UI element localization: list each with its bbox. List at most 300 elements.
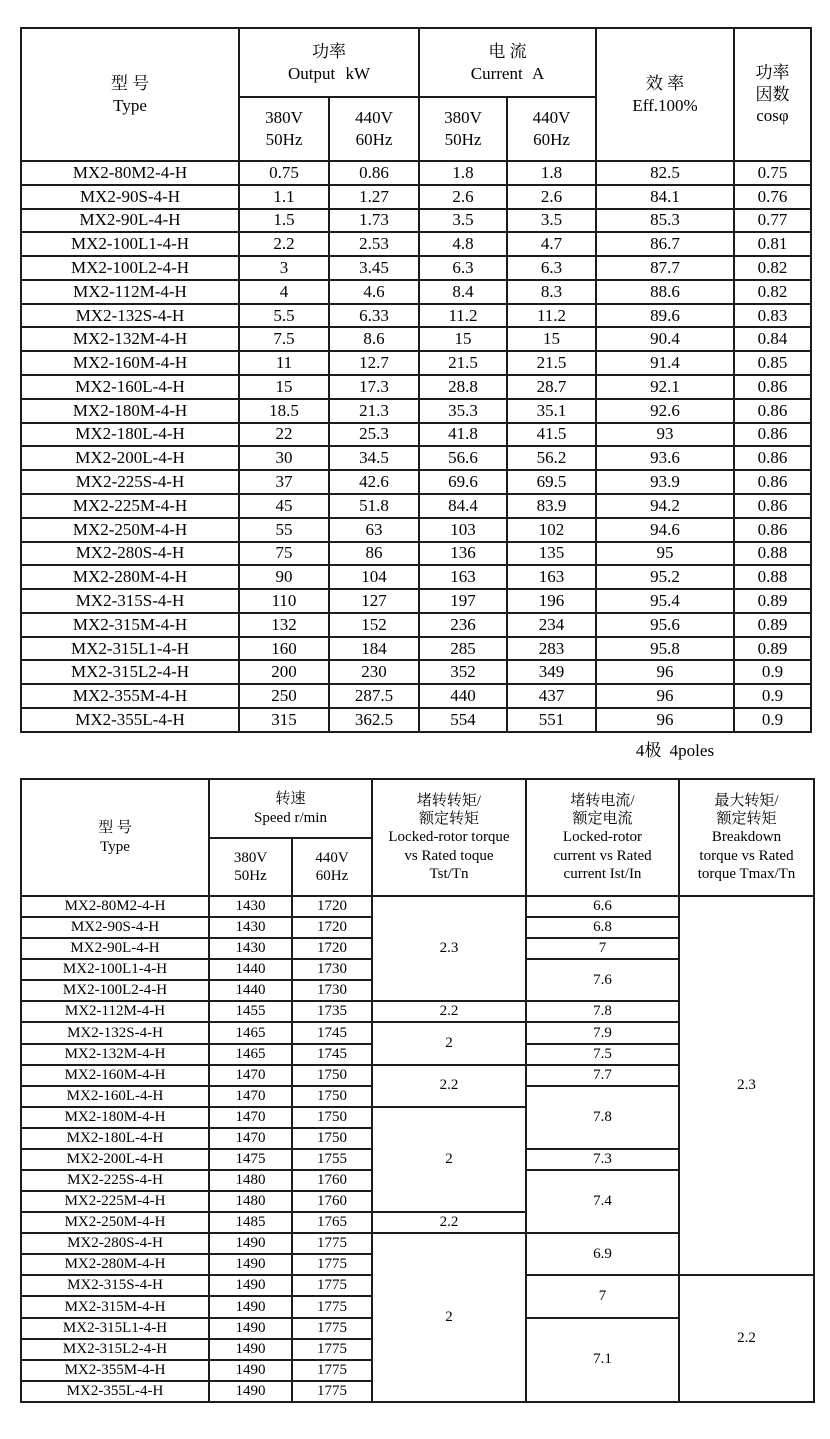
ist-in-cell: 7.1 <box>526 1318 679 1402</box>
efficiency-cell: 94.6 <box>596 518 734 542</box>
table-row <box>21 423 811 447</box>
current-380-cell: 285 <box>419 637 507 661</box>
table-row <box>21 613 811 637</box>
table-row <box>21 351 811 375</box>
output-380-cell: 0.75 <box>239 161 329 185</box>
output-440-cell: 12.7 <box>329 351 419 375</box>
tmax-tn-cell: 2.2 <box>679 1275 814 1402</box>
current-380-cell: 236 <box>419 613 507 637</box>
power-factor-cell: 0.86 <box>734 518 811 542</box>
efficiency-cell: 95.2 <box>596 565 734 589</box>
header-locked-rotor-torque: 堵转转矩/ 额定转矩 Locked-rotor torque vs Rated toque Tst/Tn <box>372 779 526 896</box>
table-row <box>21 256 811 280</box>
output-380-cell: 18.5 <box>239 399 329 423</box>
current-440-cell: 135 <box>507 542 596 566</box>
output-380-cell: 1.1 <box>239 185 329 209</box>
current-440-cell: 196 <box>507 589 596 613</box>
motor-electrical-table <box>20 27 812 733</box>
output-380-cell: 250 <box>239 684 329 708</box>
model-cell: MX2-250M-4-H <box>21 1212 209 1233</box>
speed-440-cell: 1730 <box>292 980 372 1001</box>
model-cell: MX2-90L-4-H <box>21 209 239 233</box>
model-cell: MX2-180L-4-H <box>21 423 239 447</box>
efficiency-cell: 96 <box>596 708 734 732</box>
model-cell: MX2-200L-4-H <box>21 446 239 470</box>
motor-electrical-table-header <box>21 28 811 161</box>
poles-caption: 4极 4poles <box>635 741 715 760</box>
speed-440-cell: 1775 <box>292 1318 372 1339</box>
motor-electrical-table-body <box>21 161 811 732</box>
model-cell: MX2-225S-4-H <box>21 470 239 494</box>
model-cell: MX2-315L2-4-H <box>21 660 239 684</box>
output-380-cell: 2.2 <box>239 232 329 256</box>
table-row <box>21 896 814 917</box>
model-cell: MX2-280S-4-H <box>21 1233 209 1254</box>
current-440-cell: 1.8 <box>507 161 596 185</box>
current-440-cell: 56.2 <box>507 446 596 470</box>
speed-440-cell: 1760 <box>292 1191 372 1212</box>
current-380-cell: 136 <box>419 542 507 566</box>
output-440-cell: 1.27 <box>329 185 419 209</box>
output-380-cell: 110 <box>239 589 329 613</box>
current-380-cell: 4.8 <box>419 232 507 256</box>
speed-380-cell: 1440 <box>209 959 292 980</box>
header-output-380v: 380V 50Hz <box>239 97 329 161</box>
model-cell: MX2-132S-4-H <box>21 304 239 328</box>
model-cell: MX2-315M-4-H <box>21 613 239 637</box>
model-cell: MX2-160M-4-H <box>21 351 239 375</box>
model-cell: MX2-100L2-4-H <box>21 980 209 1001</box>
speed-380-cell: 1465 <box>209 1044 292 1065</box>
table-row <box>21 375 811 399</box>
model-cell: MX2-90S-4-H <box>21 917 209 938</box>
model-cell: MX2-180L-4-H <box>21 1128 209 1149</box>
output-440-cell: 0.86 <box>329 161 419 185</box>
table-row <box>21 327 811 351</box>
table-row <box>21 304 811 328</box>
model-cell: MX2-355M-4-H <box>21 1360 209 1381</box>
current-440-cell: 35.1 <box>507 399 596 423</box>
speed-440-cell: 1760 <box>292 1170 372 1191</box>
model-cell: MX2-225S-4-H <box>21 1170 209 1191</box>
model-cell: MX2-132S-4-H <box>21 1022 209 1043</box>
speed-380-cell: 1470 <box>209 1107 292 1128</box>
model-cell: MX2-225M-4-H <box>21 1191 209 1212</box>
output-380-cell: 5.5 <box>239 304 329 328</box>
model-cell: MX2-80M2-4-H <box>21 161 239 185</box>
ist-in-cell: 7 <box>526 938 679 959</box>
power-factor-cell: 0.86 <box>734 375 811 399</box>
speed-380-cell: 1490 <box>209 1275 292 1296</box>
speed-440-cell: 1775 <box>292 1381 372 1402</box>
power-factor-cell: 0.81 <box>734 232 811 256</box>
header-speed-380v: 380V 50Hz <box>209 838 292 896</box>
model-cell: MX2-90S-4-H <box>21 185 239 209</box>
tst-tn-cell: 2.2 <box>372 1001 526 1022</box>
speed-440-cell: 1745 <box>292 1044 372 1065</box>
output-440-cell: 42.6 <box>329 470 419 494</box>
power-factor-cell: 0.89 <box>734 613 811 637</box>
efficiency-cell: 82.5 <box>596 161 734 185</box>
current-440-cell: 551 <box>507 708 596 732</box>
ist-in-cell: 7 <box>526 1275 679 1317</box>
model-cell: MX2-315S-4-H <box>21 1275 209 1296</box>
current-380-cell: 1.8 <box>419 161 507 185</box>
current-380-cell: 6.3 <box>419 256 507 280</box>
header-row-groups <box>21 779 814 838</box>
tst-tn-cell: 2 <box>372 1107 526 1212</box>
current-440-cell: 4.7 <box>507 232 596 256</box>
speed-440-cell: 1775 <box>292 1233 372 1254</box>
current-440-cell: 8.3 <box>507 280 596 304</box>
speed-440-cell: 1775 <box>292 1360 372 1381</box>
ist-in-cell: 7.5 <box>526 1044 679 1065</box>
header-row-groups <box>21 28 811 97</box>
header-breakdown-torque: 最大转矩/ 额定转矩 Breakdown torque vs Rated torque Tmax/Tn <box>679 779 814 896</box>
speed-380-cell: 1475 <box>209 1149 292 1170</box>
table-row <box>21 280 811 304</box>
speed-380-cell: 1490 <box>209 1339 292 1360</box>
model-cell: MX2-355L-4-H <box>21 1381 209 1402</box>
current-380-cell: 41.8 <box>419 423 507 447</box>
current-440-cell: 28.7 <box>507 375 596 399</box>
power-factor-cell: 0.76 <box>734 185 811 209</box>
speed-380-cell: 1490 <box>209 1233 292 1254</box>
table-row <box>21 637 811 661</box>
speed-440-cell: 1775 <box>292 1339 372 1360</box>
tmax-tn-cell: 2.3 <box>679 896 814 1275</box>
speed-380-cell: 1485 <box>209 1212 292 1233</box>
table-row <box>21 542 811 566</box>
speed-380-cell: 1470 <box>209 1065 292 1086</box>
table-row <box>21 446 811 470</box>
tst-tn-cell: 2 <box>372 1022 526 1064</box>
speed-440-cell: 1775 <box>292 1296 372 1317</box>
speed-380-cell: 1465 <box>209 1022 292 1043</box>
tst-tn-cell: 2.3 <box>372 896 526 1001</box>
power-factor-cell: 0.85 <box>734 351 811 375</box>
header-current-380v: 380V 50Hz <box>419 97 507 161</box>
speed-380-cell: 1430 <box>209 938 292 959</box>
model-cell: MX2-100L1-4-H <box>21 232 239 256</box>
model-cell: MX2-100L1-4-H <box>21 959 209 980</box>
current-380-cell: 35.3 <box>419 399 507 423</box>
ist-in-cell: 7.8 <box>526 1086 679 1149</box>
current-440-cell: 234 <box>507 613 596 637</box>
motor-speed-torque-table-body <box>21 896 814 1402</box>
ist-in-cell: 7.3 <box>526 1149 679 1170</box>
output-440-cell: 127 <box>329 589 419 613</box>
output-440-cell: 8.6 <box>329 327 419 351</box>
efficiency-cell: 92.1 <box>596 375 734 399</box>
table-row <box>21 708 811 732</box>
speed-380-cell: 1490 <box>209 1296 292 1317</box>
current-380-cell: 28.8 <box>419 375 507 399</box>
table-row <box>21 660 811 684</box>
speed-440-cell: 1750 <box>292 1107 372 1128</box>
model-cell: MX2-280M-4-H <box>21 1254 209 1275</box>
efficiency-cell: 90.4 <box>596 327 734 351</box>
output-440-cell: 230 <box>329 660 419 684</box>
table-row <box>21 589 811 613</box>
efficiency-cell: 88.6 <box>596 280 734 304</box>
current-380-cell: 8.4 <box>419 280 507 304</box>
output-440-cell: 6.33 <box>329 304 419 328</box>
output-380-cell: 1.5 <box>239 209 329 233</box>
current-440-cell: 349 <box>507 660 596 684</box>
header-output-440v: 440V 60Hz <box>329 97 419 161</box>
power-factor-cell: 0.86 <box>734 446 811 470</box>
speed-440-cell: 1720 <box>292 938 372 959</box>
header-model: 型 号 Type <box>21 779 209 896</box>
current-380-cell: 21.5 <box>419 351 507 375</box>
power-factor-cell: 0.89 <box>734 589 811 613</box>
output-440-cell: 287.5 <box>329 684 419 708</box>
model-cell: MX2-225M-4-H <box>21 494 239 518</box>
efficiency-cell: 95.8 <box>596 637 734 661</box>
current-380-cell: 11.2 <box>419 304 507 328</box>
efficiency-cell: 86.7 <box>596 232 734 256</box>
speed-380-cell: 1490 <box>209 1381 292 1402</box>
output-440-cell: 63 <box>329 518 419 542</box>
ist-in-cell: 7.4 <box>526 1170 679 1233</box>
model-cell: MX2-250M-4-H <box>21 518 239 542</box>
model-cell: MX2-315M-4-H <box>21 1296 209 1317</box>
output-380-cell: 37 <box>239 470 329 494</box>
model-cell: MX2-160L-4-H <box>21 375 239 399</box>
model-cell: MX2-180M-4-H <box>21 399 239 423</box>
efficiency-cell: 89.6 <box>596 304 734 328</box>
current-380-cell: 352 <box>419 660 507 684</box>
current-380-cell: 84.4 <box>419 494 507 518</box>
model-cell: MX2-315S-4-H <box>21 589 239 613</box>
header-output-kw: 功率 Output kW <box>239 28 419 97</box>
ist-in-cell: 7.7 <box>526 1065 679 1086</box>
speed-380-cell: 1440 <box>209 980 292 1001</box>
header-locked-rotor-current: 堵转电流/ 额定电流 Locked-rotor current vs Rated current Ist/In <box>526 779 679 896</box>
output-440-cell: 17.3 <box>329 375 419 399</box>
header-model: 型 号 Type <box>21 28 239 161</box>
model-cell: MX2-355L-4-H <box>21 708 239 732</box>
output-440-cell: 152 <box>329 613 419 637</box>
ist-in-cell: 6.8 <box>526 917 679 938</box>
model-cell: MX2-280S-4-H <box>21 542 239 566</box>
current-440-cell: 21.5 <box>507 351 596 375</box>
model-cell: MX2-112M-4-H <box>21 1001 209 1022</box>
output-380-cell: 200 <box>239 660 329 684</box>
power-factor-cell: 0.82 <box>734 256 811 280</box>
model-cell: MX2-160L-4-H <box>21 1086 209 1107</box>
current-380-cell: 69.6 <box>419 470 507 494</box>
ist-in-cell: 6.9 <box>526 1233 679 1275</box>
speed-380-cell: 1490 <box>209 1360 292 1381</box>
output-440-cell: 86 <box>329 542 419 566</box>
efficiency-cell: 95 <box>596 542 734 566</box>
speed-380-cell: 1430 <box>209 917 292 938</box>
output-380-cell: 30 <box>239 446 329 470</box>
header-speed-440v: 440V 60Hz <box>292 838 372 896</box>
efficiency-cell: 93.9 <box>596 470 734 494</box>
table-row <box>21 232 811 256</box>
speed-440-cell: 1775 <box>292 1275 372 1296</box>
output-440-cell: 21.3 <box>329 399 419 423</box>
speed-380-cell: 1480 <box>209 1170 292 1191</box>
power-factor-cell: 0.83 <box>734 304 811 328</box>
efficiency-cell: 95.6 <box>596 613 734 637</box>
output-440-cell: 104 <box>329 565 419 589</box>
current-440-cell: 83.9 <box>507 494 596 518</box>
speed-440-cell: 1755 <box>292 1149 372 1170</box>
current-440-cell: 437 <box>507 684 596 708</box>
output-440-cell: 184 <box>329 637 419 661</box>
speed-380-cell: 1470 <box>209 1128 292 1149</box>
current-380-cell: 15 <box>419 327 507 351</box>
efficiency-cell: 93 <box>596 423 734 447</box>
model-cell: MX2-132M-4-H <box>21 1044 209 1065</box>
speed-380-cell: 1490 <box>209 1254 292 1275</box>
efficiency-cell: 96 <box>596 660 734 684</box>
speed-440-cell: 1720 <box>292 917 372 938</box>
table-row <box>21 399 811 423</box>
output-380-cell: 75 <box>239 542 329 566</box>
current-440-cell: 283 <box>507 637 596 661</box>
power-factor-cell: 0.82 <box>734 280 811 304</box>
motor-speed-torque-table <box>20 778 815 1403</box>
table-row <box>21 684 811 708</box>
speed-380-cell: 1470 <box>209 1086 292 1107</box>
speed-440-cell: 1750 <box>292 1086 372 1107</box>
power-factor-cell: 0.84 <box>734 327 811 351</box>
tst-tn-cell: 2.2 <box>372 1065 526 1107</box>
tst-tn-cell: 2 <box>372 1233 526 1402</box>
header-power-factor: 功率 因数 cosφ <box>734 28 811 161</box>
current-380-cell: 163 <box>419 565 507 589</box>
ist-in-cell: 6.6 <box>526 896 679 917</box>
current-440-cell: 102 <box>507 518 596 542</box>
speed-380-cell: 1480 <box>209 1191 292 1212</box>
efficiency-cell: 95.4 <box>596 589 734 613</box>
speed-440-cell: 1735 <box>292 1001 372 1022</box>
efficiency-cell: 96 <box>596 684 734 708</box>
power-factor-cell: 0.88 <box>734 542 811 566</box>
current-380-cell: 440 <box>419 684 507 708</box>
model-cell: MX2-132M-4-H <box>21 327 239 351</box>
power-factor-cell: 0.9 <box>734 708 811 732</box>
efficiency-cell: 93.6 <box>596 446 734 470</box>
output-440-cell: 25.3 <box>329 423 419 447</box>
table-row <box>21 518 811 542</box>
table-row <box>21 209 811 233</box>
model-cell: MX2-355M-4-H <box>21 684 239 708</box>
output-380-cell: 45 <box>239 494 329 518</box>
speed-380-cell: 1490 <box>209 1318 292 1339</box>
current-380-cell: 197 <box>419 589 507 613</box>
output-440-cell: 2.53 <box>329 232 419 256</box>
current-440-cell: 15 <box>507 327 596 351</box>
output-440-cell: 51.8 <box>329 494 419 518</box>
table-row <box>21 565 811 589</box>
current-380-cell: 3.5 <box>419 209 507 233</box>
power-factor-cell: 0.77 <box>734 209 811 233</box>
power-factor-cell: 0.86 <box>734 494 811 518</box>
output-380-cell: 3 <box>239 256 329 280</box>
output-440-cell: 3.45 <box>329 256 419 280</box>
output-380-cell: 11 <box>239 351 329 375</box>
power-factor-cell: 0.9 <box>734 684 811 708</box>
model-cell: MX2-160M-4-H <box>21 1065 209 1086</box>
current-380-cell: 554 <box>419 708 507 732</box>
table-row <box>21 185 811 209</box>
current-440-cell: 163 <box>507 565 596 589</box>
efficiency-cell: 85.3 <box>596 209 734 233</box>
current-380-cell: 103 <box>419 518 507 542</box>
model-cell: MX2-280M-4-H <box>21 565 239 589</box>
header-current-440v: 440V 60Hz <box>507 97 596 161</box>
speed-380-cell: 1430 <box>209 896 292 917</box>
header-efficiency: 效 率 Eff.100% <box>596 28 734 161</box>
output-380-cell: 132 <box>239 613 329 637</box>
output-380-cell: 7.5 <box>239 327 329 351</box>
efficiency-cell: 84.1 <box>596 185 734 209</box>
output-440-cell: 1.73 <box>329 209 419 233</box>
current-440-cell: 41.5 <box>507 423 596 447</box>
motor-speed-torque-table-header <box>21 779 814 896</box>
current-380-cell: 2.6 <box>419 185 507 209</box>
model-cell: MX2-315L2-4-H <box>21 1339 209 1360</box>
ist-in-cell: 7.8 <box>526 1001 679 1022</box>
power-factor-cell: 0.88 <box>734 565 811 589</box>
output-440-cell: 362.5 <box>329 708 419 732</box>
output-380-cell: 90 <box>239 565 329 589</box>
speed-440-cell: 1720 <box>292 896 372 917</box>
current-440-cell: 6.3 <box>507 256 596 280</box>
output-380-cell: 22 <box>239 423 329 447</box>
speed-440-cell: 1765 <box>292 1212 372 1233</box>
ist-in-cell: 7.6 <box>526 959 679 1001</box>
output-380-cell: 4 <box>239 280 329 304</box>
power-factor-cell: 0.86 <box>734 423 811 447</box>
model-cell: MX2-112M-4-H <box>21 280 239 304</box>
tst-tn-cell: 2.2 <box>372 1212 526 1233</box>
current-440-cell: 2.6 <box>507 185 596 209</box>
output-380-cell: 55 <box>239 518 329 542</box>
current-440-cell: 3.5 <box>507 209 596 233</box>
header-current-a: 电 流 Current A <box>419 28 596 97</box>
output-440-cell: 4.6 <box>329 280 419 304</box>
speed-440-cell: 1750 <box>292 1128 372 1149</box>
current-440-cell: 11.2 <box>507 304 596 328</box>
efficiency-cell: 92.6 <box>596 399 734 423</box>
power-factor-cell: 0.89 <box>734 637 811 661</box>
model-cell: MX2-200L-4-H <box>21 1149 209 1170</box>
power-factor-cell: 0.86 <box>734 470 811 494</box>
current-380-cell: 56.6 <box>419 446 507 470</box>
output-380-cell: 160 <box>239 637 329 661</box>
current-440-cell: 69.5 <box>507 470 596 494</box>
model-cell: MX2-180M-4-H <box>21 1107 209 1128</box>
ist-in-cell: 7.9 <box>526 1022 679 1043</box>
table-row <box>21 494 811 518</box>
model-cell: MX2-315L1-4-H <box>21 637 239 661</box>
output-380-cell: 15 <box>239 375 329 399</box>
model-cell: MX2-315L1-4-H <box>21 1318 209 1339</box>
table-row <box>21 161 811 185</box>
speed-440-cell: 1730 <box>292 959 372 980</box>
model-cell: MX2-90L-4-H <box>21 938 209 959</box>
speed-440-cell: 1775 <box>292 1254 372 1275</box>
speed-440-cell: 1745 <box>292 1022 372 1043</box>
table-row <box>21 470 811 494</box>
